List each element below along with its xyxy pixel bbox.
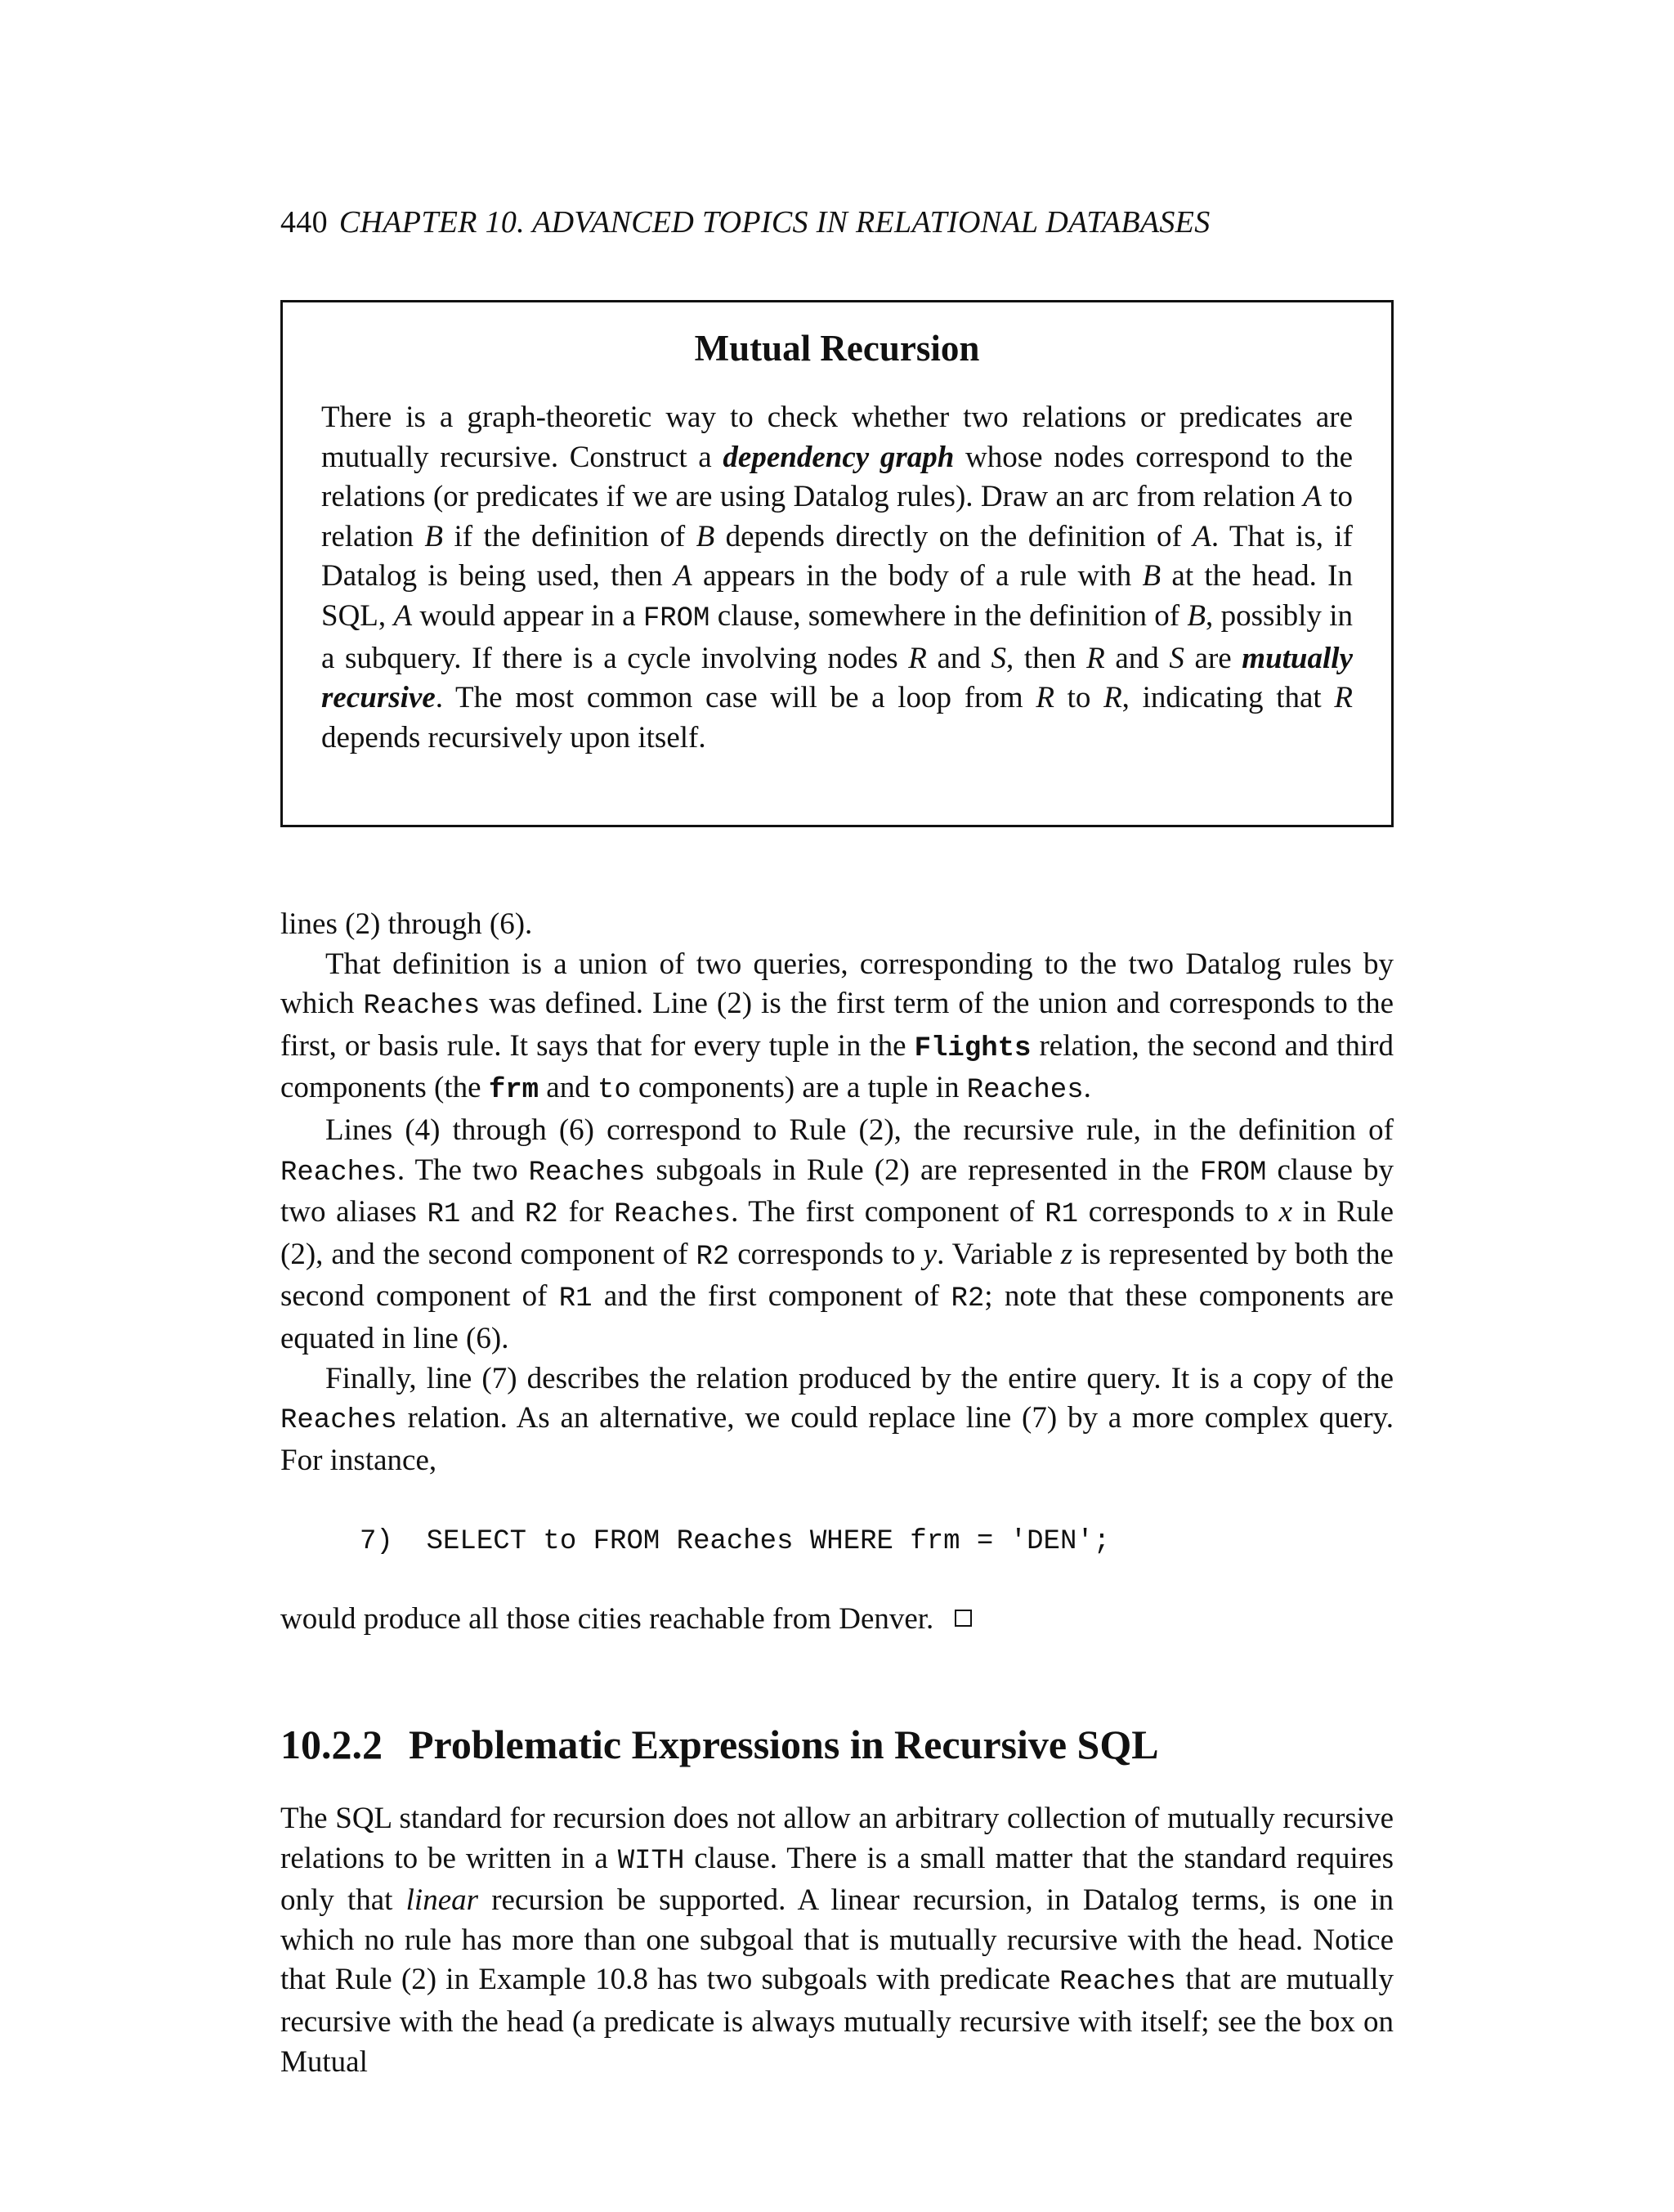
page-number: 440 — [280, 205, 328, 240]
box-paragraph: There is a graph-theoretic way to check whether two relations or predicates are mutually recursive. Construct a dependency graph whose nodes correspond to the relations (or predicates if we are using Datalog rules). Draw an arc from relation A to relation B if the definition of B depends directly on the definition of A. That is, if Datalog is being used, then A appears in the body of a rule with B at the head. In SQL, A would appear in a FROM clause, somewhere in the definition of B, possibly in a subquery. If there is a cycle involving nodes R and S, then R and S are mutually recursive. The most common case will be a loop from R to R, indicating that R depends recursively upon itself. — [321, 401, 1354, 754]
paragraph-recursive-rule: Lines (4) through (6) correspond to Rule (2), the recursive rule, in the definition of Reaches. The two Reaches subgoals in Rule (2) are represented in the FROM clause by two aliases R1 and R2 for Reaches. The first component of R1 corresponds to x in Rule (2), and the second component of R2 corresponds to y. Variable z is represented by both the second component of R1 and the first component of R2; note that these components are equated in line (6). — [280, 1113, 1394, 1355]
qed-square-icon — [955, 1610, 972, 1627]
section-title: Problematic Expressions in Recursive SQL — [409, 1722, 1159, 1767]
body-text-after-code — [280, 1600, 1394, 1640]
box-title: Mutual Recursion — [694, 328, 980, 369]
paragraph-union-definition: That definition is a union of two queries, corresponding to the two Datalog rules by which Reaches was defined. Line (2) is the first term of the union and corresponds to the first, or basis rule. It says that for every tuple in the Flights relation, the second and third components (the frm and to components) are a tuple in Reaches. — [280, 947, 1394, 1107]
paragraph-final-line: Finally, line (7) describes the relation produced by the entire query. It is a copy of the Reaches relation. As an alternative, we could replace line (7) by a more complex query. For instance, — [280, 1361, 1394, 1477]
paragraph-linear-recursion: The SQL standard for recursion does not allow an arbitrary collection of mutually recursive relations to be written in a WITH clause. There is a small matter that the standard requires only that linear recursion be supported. A linear recursion, in Datalog terms, is one in which no rule has more than one subgoal that is mutually recursive with the head. Notice that Rule (2) in Example 10.8 has two subgoals with predicate Reaches that are mutually recursive with the head (a predicate is always mutually recursive with itself; see the box on Mutual — [280, 1802, 1394, 2079]
sql-code-line: 7) SELECT to FROM Reaches WHERE frm = 'DEN'; — [360, 1526, 1111, 1557]
section-number: 10.2.2 — [280, 1722, 383, 1767]
body-text-upper — [280, 905, 1394, 1480]
body-text-section — [280, 1799, 1394, 2082]
running-header — [280, 204, 1400, 240]
chapter-title: CHAPTER 10. ADVANCED TOPICS IN RELATIONAL DATABASES — [338, 205, 1211, 240]
section-heading — [280, 1721, 1400, 1768]
paragraph-continuation: lines (2) through (6). — [280, 907, 533, 941]
paragraph-denver: would produce all those cities reachable from Denver. — [280, 1600, 1394, 1640]
sidebar-box-mutual-recursion — [280, 300, 1394, 827]
